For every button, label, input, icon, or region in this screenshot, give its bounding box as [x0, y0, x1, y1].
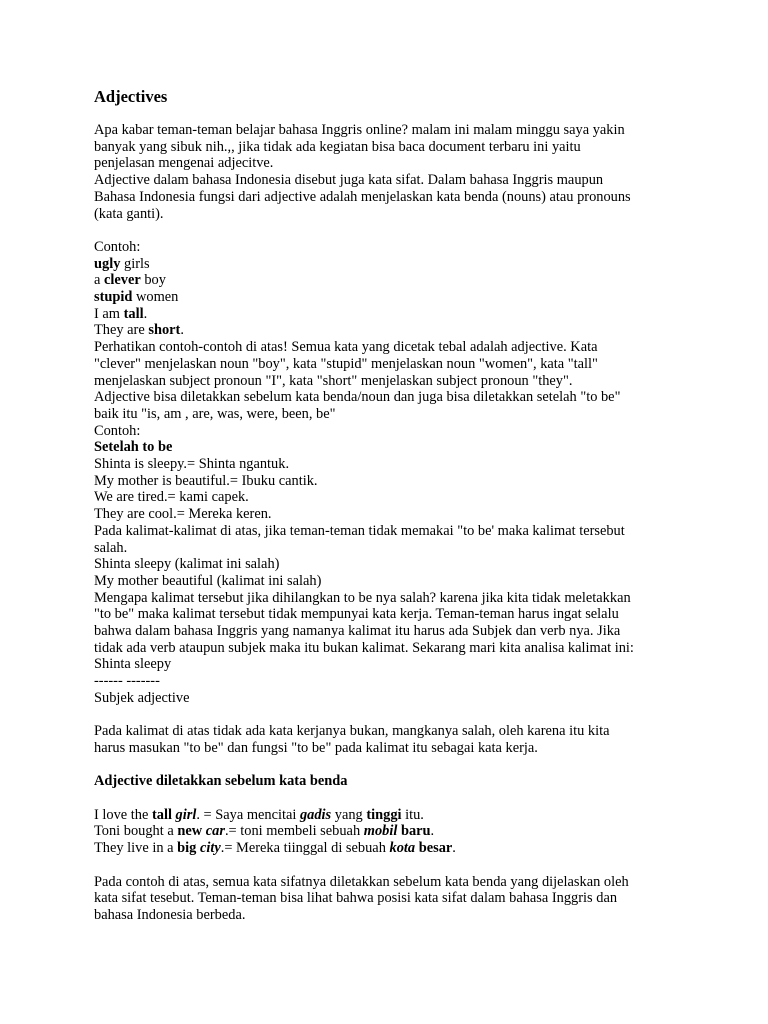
document-title: Adjectives [94, 87, 168, 106]
example-line: a clever boy [94, 272, 166, 289]
text-line: Adjective dalam bahasa Indonesia disebut juga kata sifat. Dalam bahasa Inggris maupun [94, 172, 604, 189]
example-line: They are short. [94, 322, 184, 339]
text-line: Shinta is sleepy.= Shinta ngantuk. [94, 456, 290, 473]
to-be-section [94, 456, 728, 707]
example-line: I love the tall girl. = Saya mencitai gadis yang tinggi itu. [94, 806, 424, 823]
example-line: ugly girls [94, 255, 150, 272]
text-line: Apa kabar teman-teman belajar bahasa Inggris online? malam ini malam minggu saya yakin [94, 122, 625, 138]
text-line: My mother is beautiful.= Ibuku cantik. [94, 472, 318, 489]
text-line: Perhatikan contoh-contoh di atas! Semua kata yang dicetak tebal adalah adjective. Kata [94, 339, 598, 356]
text-line: Pada kalimat di atas tidak ada kata kerjanya bukan, mangkanya salah, oleh karena itu kita [94, 723, 610, 740]
to-be-heading: Setelah to be [94, 439, 173, 456]
spacer [94, 707, 728, 724]
examples-list [94, 256, 728, 340]
text-line: Mengapa kalimat tersebut jika dihilangkan to be nya salah? karena jika kita tidak meletakkan [94, 589, 631, 606]
text-line: We are tired.= kami capek. [94, 489, 249, 506]
text-line: "clever" menjelaskan noun "boy", kata "stupid" menjelaskan noun "women", kata "tall" [94, 355, 598, 372]
example-line: I am tall. [94, 305, 148, 322]
text-line: salah. [94, 539, 128, 556]
text-line: Contoh: [94, 422, 141, 439]
text-line: They are cool.= Mereka keren. [94, 506, 272, 523]
text-line: Subjek adjective [94, 689, 190, 706]
text-line: harus masukan "to be" dan fungsi "to be" pada kalimat itu sebagai kata kerja. [94, 739, 538, 756]
text-line: menjelaskan subject pronoun "I", kata "short" menjelaskan subject pronoun "they". [94, 372, 573, 389]
spacer [94, 757, 728, 774]
text-line: banyak yang sibuk nih.,, jika tidak ada kegiatan bisa baca document terbaru ini yaitu [94, 138, 581, 155]
text-line: ------ ------- [94, 673, 160, 690]
text-line: baik itu "is, am , are, was, were, been, be" [94, 405, 336, 422]
text-line: Adjective bisa diletakkan sebelum kata benda/noun dan juga bisa diletakkan setelah "to be" [94, 389, 621, 406]
before-noun-heading: Adjective diletakkan sebelum kata benda [94, 773, 348, 790]
before-noun-examples [94, 807, 728, 857]
text-line: bahasa Indonesia berbeda. [94, 906, 246, 923]
text-line: penjelasan mengenai adjecitve. [94, 155, 274, 172]
text-line: Shinta sleepy [94, 656, 172, 673]
paragraph-two [94, 723, 728, 756]
closing-paragraph [94, 874, 728, 924]
spacer [94, 857, 728, 874]
text-line: (kata ganti). [94, 205, 164, 222]
intro-paragraph [94, 122, 728, 222]
explanation-paragraph [94, 339, 728, 439]
text-line: My mother beautiful (kalimat ini salah) [94, 572, 322, 589]
text-line: Shinta sleepy (kalimat ini salah) [94, 556, 280, 573]
text-line: bahwa dalam bahasa Inggris yang namanya kalimat itu harus ada Subjek dan verb nya. Jika [94, 623, 621, 640]
text-line: tidak ada verb ataupun subjek maka itu bukan kalimat. Sekarang mari kita analisa kalimat ini: [94, 639, 634, 656]
example-line: They live in a big city.= Mereka tiinggal di sebuah kota besar. [94, 840, 456, 857]
text-line: Bahasa Indonesia fungsi dari adjective adalah menjelaskan kata benda (nouns) atau pronouns [94, 188, 631, 205]
text-line: Pada kalimat-kalimat di atas, jika teman-teman tidak memakai "to be' maka kalimat tersebut [94, 522, 625, 539]
spacer [94, 790, 728, 807]
text-line: Pada contoh di atas, semua kata sifatnya diletakkan sebelum kata benda yang dijelaskan oleh [94, 873, 629, 890]
text-line: kata sifat tesebut. Teman-teman bisa lihat bahwa posisi kata sifat dalam bahasa Inggris dan [94, 890, 618, 907]
spacer [94, 222, 728, 239]
contoh-label: Contoh: [94, 238, 141, 255]
text-line: "to be" maka kalimat tersebut tidak mempunyai kata kerja. Teman-teman harus ingat selalu [94, 606, 619, 623]
example-line: stupid women [94, 289, 179, 306]
example-line: Toni bought a new car.= toni membeli sebuah mobil baru. [94, 823, 435, 840]
